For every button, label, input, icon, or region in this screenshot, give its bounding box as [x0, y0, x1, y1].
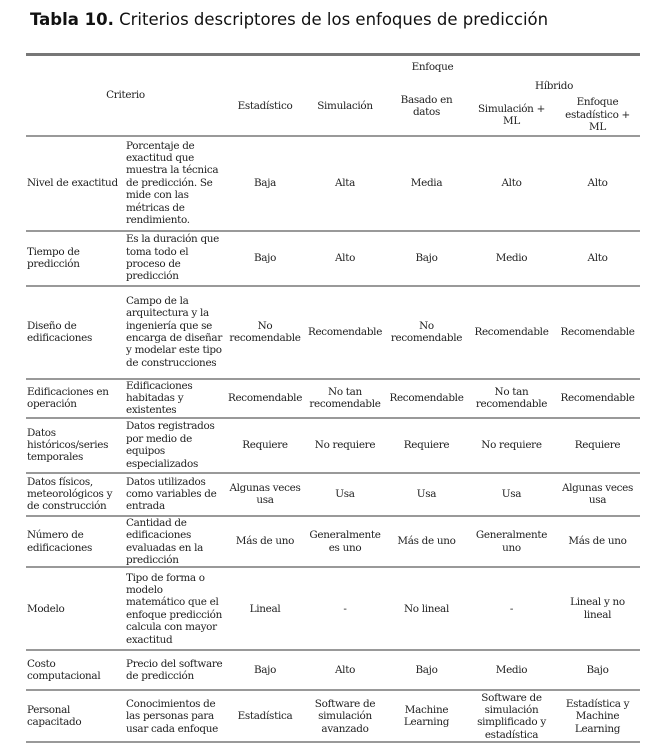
value-cell: Generalmente uno: [468, 516, 555, 568]
value-cell: No lineal: [385, 567, 468, 650]
header-estadistico-ml: Enfoque estadístico + ML: [565, 96, 630, 134]
header-simulacion: Simulación: [317, 99, 373, 112]
table-row: [26, 136, 640, 231]
value-cell: Requiere: [555, 418, 640, 473]
value-cell: Algunas veces usa: [555, 473, 640, 516]
value-cell: Alto: [555, 231, 640, 286]
value-cell: Recomendable: [555, 286, 640, 379]
value-cell: Más de uno: [225, 516, 305, 568]
criterion-cell: Datos históricos/series temporales: [26, 418, 125, 473]
description-cell: Tipo de forma o modelo matemático que el enfoque predicción calcula con mayor exactitud: [125, 567, 225, 650]
value-cell: No requiere: [468, 418, 555, 473]
table-caption: [30, 10, 548, 29]
criterion-cell: Costo computacional: [26, 650, 125, 690]
header-criterio: Criterio: [26, 55, 225, 136]
criterion-cell: Modelo: [26, 567, 125, 650]
table-number: Tabla 10.: [30, 10, 114, 29]
description-cell: Cantidad de edificaciones evaluadas en la predicción: [125, 516, 225, 568]
value-cell: Más de uno: [555, 516, 640, 568]
value-cell: Machine Learning: [385, 690, 468, 742]
criteria-table: [26, 53, 640, 743]
table-row: [26, 516, 640, 568]
value-cell: Lineal: [225, 567, 305, 650]
description-cell: Campo de la arquitectura y la ingeniería que se encarga de diseñar y modelar este tipo de construcciones: [125, 286, 225, 379]
table-row: [26, 690, 640, 742]
value-cell: Baja: [225, 136, 305, 231]
description-cell: Conocimientos de las personas para usar cada enfoque: [125, 690, 225, 742]
value-cell: Alto: [555, 136, 640, 231]
description-cell: Precio del software de predicción: [125, 650, 225, 690]
header-basado-datos: Basado en datos: [400, 93, 453, 118]
header-hibrido: Híbrido: [534, 80, 574, 93]
value-cell: No tan recomendable: [305, 379, 385, 418]
description-cell: Es la duración que toma todo el proceso de predicción: [125, 231, 225, 286]
value-cell: Software de simulación simplificado y estadística: [468, 690, 555, 742]
criterion-cell: Edificaciones en operación: [26, 379, 125, 418]
value-cell: Requiere: [385, 418, 468, 473]
value-cell: Bajo: [385, 650, 468, 690]
value-cell: Recomendable: [305, 286, 385, 379]
description-cell: Edificaciones habitadas y existentes: [125, 379, 225, 418]
value-cell: Estadística y Machine Learning: [555, 690, 640, 742]
value-cell: Bajo: [555, 650, 640, 690]
value-cell: Estadística: [225, 690, 305, 742]
value-cell: Recomendable: [468, 286, 555, 379]
table-row: [26, 286, 640, 379]
criterion-cell: Tiempo de predicción: [26, 231, 125, 286]
value-cell: Bajo: [225, 650, 305, 690]
value-cell: Bajo: [225, 231, 305, 286]
value-cell: Recomendable: [555, 379, 640, 418]
value-cell: -: [468, 567, 555, 650]
table-row: [26, 650, 640, 690]
criterion-cell: Diseño de edificaciones: [26, 286, 125, 379]
value-cell: Recomendable: [225, 379, 305, 418]
value-cell: Media: [385, 136, 468, 231]
value-cell: Usa: [385, 473, 468, 516]
value-cell: Recomendable: [385, 379, 468, 418]
value-cell: No requiere: [305, 418, 385, 473]
value-cell: No recomendable: [225, 286, 305, 379]
value-cell: Software de simulación avanzado: [305, 690, 385, 742]
value-cell: Medio: [468, 650, 555, 690]
criterion-cell: Datos físicos, meteorológicos y de construcción: [26, 473, 125, 516]
value-cell: Requiere: [225, 418, 305, 473]
value-cell: No tan recomendable: [468, 379, 555, 418]
value-cell: Alto: [468, 136, 555, 231]
value-cell: Alto: [305, 650, 385, 690]
description-cell: Datos registrados por medio de equipos especializados: [125, 418, 225, 473]
value-cell: Generalmente es uno: [305, 516, 385, 568]
value-cell: Lineal y no lineal: [555, 567, 640, 650]
criterion-cell: Personal capacitado: [26, 690, 125, 742]
table-row: [26, 231, 640, 286]
value-cell: Medio: [468, 231, 555, 286]
value-cell: No recomendable: [385, 286, 468, 379]
header-estadistico: Estadístico: [237, 99, 293, 112]
table-row: [26, 473, 640, 516]
header-enfoque: Enfoque: [225, 55, 640, 78]
value-cell: Bajo: [385, 231, 468, 286]
value-cell: Usa: [468, 473, 555, 516]
criterion-cell: Nivel de exactitud: [26, 136, 125, 231]
criterion-cell: Número de edificaciones: [26, 516, 125, 568]
table-row: [26, 567, 640, 650]
value-cell: Usa: [305, 473, 385, 516]
value-cell: Alta: [305, 136, 385, 231]
table-row: [26, 418, 640, 473]
header-simulacion-ml: Simulación + ML: [477, 102, 545, 127]
description-cell: Datos utilizados como variables de entrada: [125, 473, 225, 516]
table-row: [26, 379, 640, 418]
value-cell: Algunas veces usa: [225, 473, 305, 516]
value-cell: Alto: [305, 231, 385, 286]
description-cell: Porcentaje de exactitud que muestra la técnica de predicción. Se mide con las métricas de rendimiento.: [125, 136, 225, 231]
value-cell: Más de uno: [385, 516, 468, 568]
table-title: Criterios descriptores de los enfoques de predicción: [119, 10, 549, 29]
value-cell: -: [305, 567, 385, 650]
